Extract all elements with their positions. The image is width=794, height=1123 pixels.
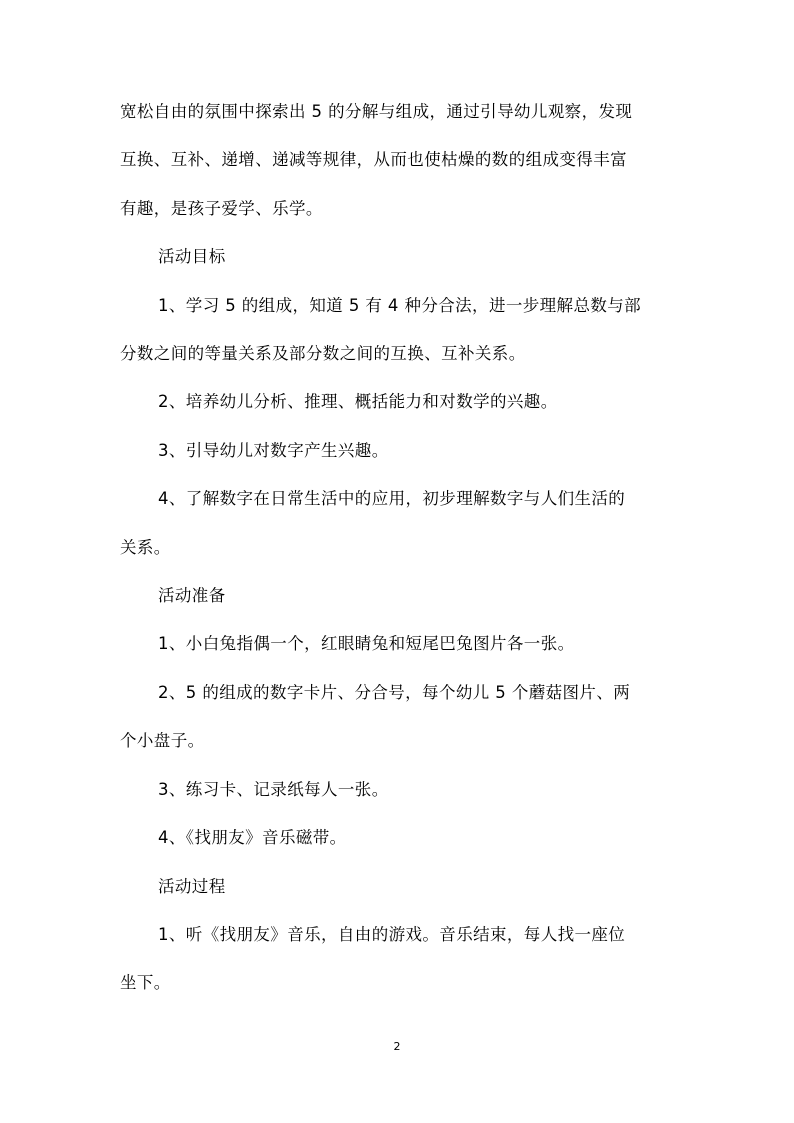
paragraph bbox=[120, 282, 678, 379]
paragraph-line: 宽松自由的氛围中探索出 5 的分解与组成，通过引导幼儿观察，发现 bbox=[120, 102, 633, 121]
paragraph-line: 有趣，是孩子爱学、乐学。 bbox=[120, 198, 323, 218]
paragraph-line: 4、《找朋友》音乐磁带。 bbox=[158, 828, 347, 848]
paragraph-line: 分数之间的等量关系及部分数之间的互换、互补关系。 bbox=[120, 344, 526, 364]
paragraph-line: 互换、互补、递增、递减等规律，从而也使枯燥的数的组成变得丰富 bbox=[120, 150, 627, 170]
paragraph bbox=[120, 88, 678, 233]
paragraph bbox=[120, 863, 678, 911]
paragraph-line: 关系。 bbox=[120, 537, 171, 557]
paragraph-line: 活动过程 bbox=[158, 876, 226, 896]
paragraph-line: 2、培养幼儿分析、推理、概括能力和对数学的兴趣。 bbox=[158, 392, 558, 412]
page-number: 2 bbox=[393, 1040, 401, 1053]
paragraph bbox=[120, 233, 678, 281]
paragraph-line: 坐下。 bbox=[120, 973, 171, 993]
paragraph-line: 1、小白兔指偶一个，红眼睛兔和短尾巴兔图片各一张。 bbox=[158, 634, 575, 654]
paragraph bbox=[120, 669, 678, 766]
paragraph bbox=[120, 427, 678, 475]
paragraph bbox=[120, 620, 678, 668]
document-body bbox=[120, 88, 678, 1008]
paragraph bbox=[120, 475, 678, 572]
paragraph bbox=[120, 378, 678, 426]
paragraph bbox=[120, 572, 678, 620]
paragraph bbox=[120, 814, 678, 862]
paragraph-line: 1、听《找朋友》音乐，自由的游戏。音乐结束，每人找一座位 bbox=[158, 924, 626, 944]
paragraph-line: 3、练习卡、记录纸每人一张。 bbox=[158, 779, 389, 799]
paragraph-line: 2、5 的组成的数字卡片、分合号，每个幼儿 5 个蘑菇图片、两 bbox=[158, 682, 631, 702]
paragraph-line: 1、学习 5 的组成，知道 5 有 4 种分合法，进一步理解总数与部 bbox=[158, 295, 642, 315]
paragraph-line: 4、了解数字在日常生活中的应用，初步理解数字与人们生活的 bbox=[158, 489, 626, 509]
paragraph-line: 活动准备 bbox=[158, 586, 226, 606]
paragraph-line: 活动目标 bbox=[158, 247, 226, 267]
paragraph-line: 3、引导幼儿对数字产生兴趣。 bbox=[158, 440, 389, 460]
paragraph-line: 个小盘子。 bbox=[120, 731, 205, 751]
paragraph bbox=[120, 911, 678, 1008]
paragraph bbox=[120, 766, 678, 814]
